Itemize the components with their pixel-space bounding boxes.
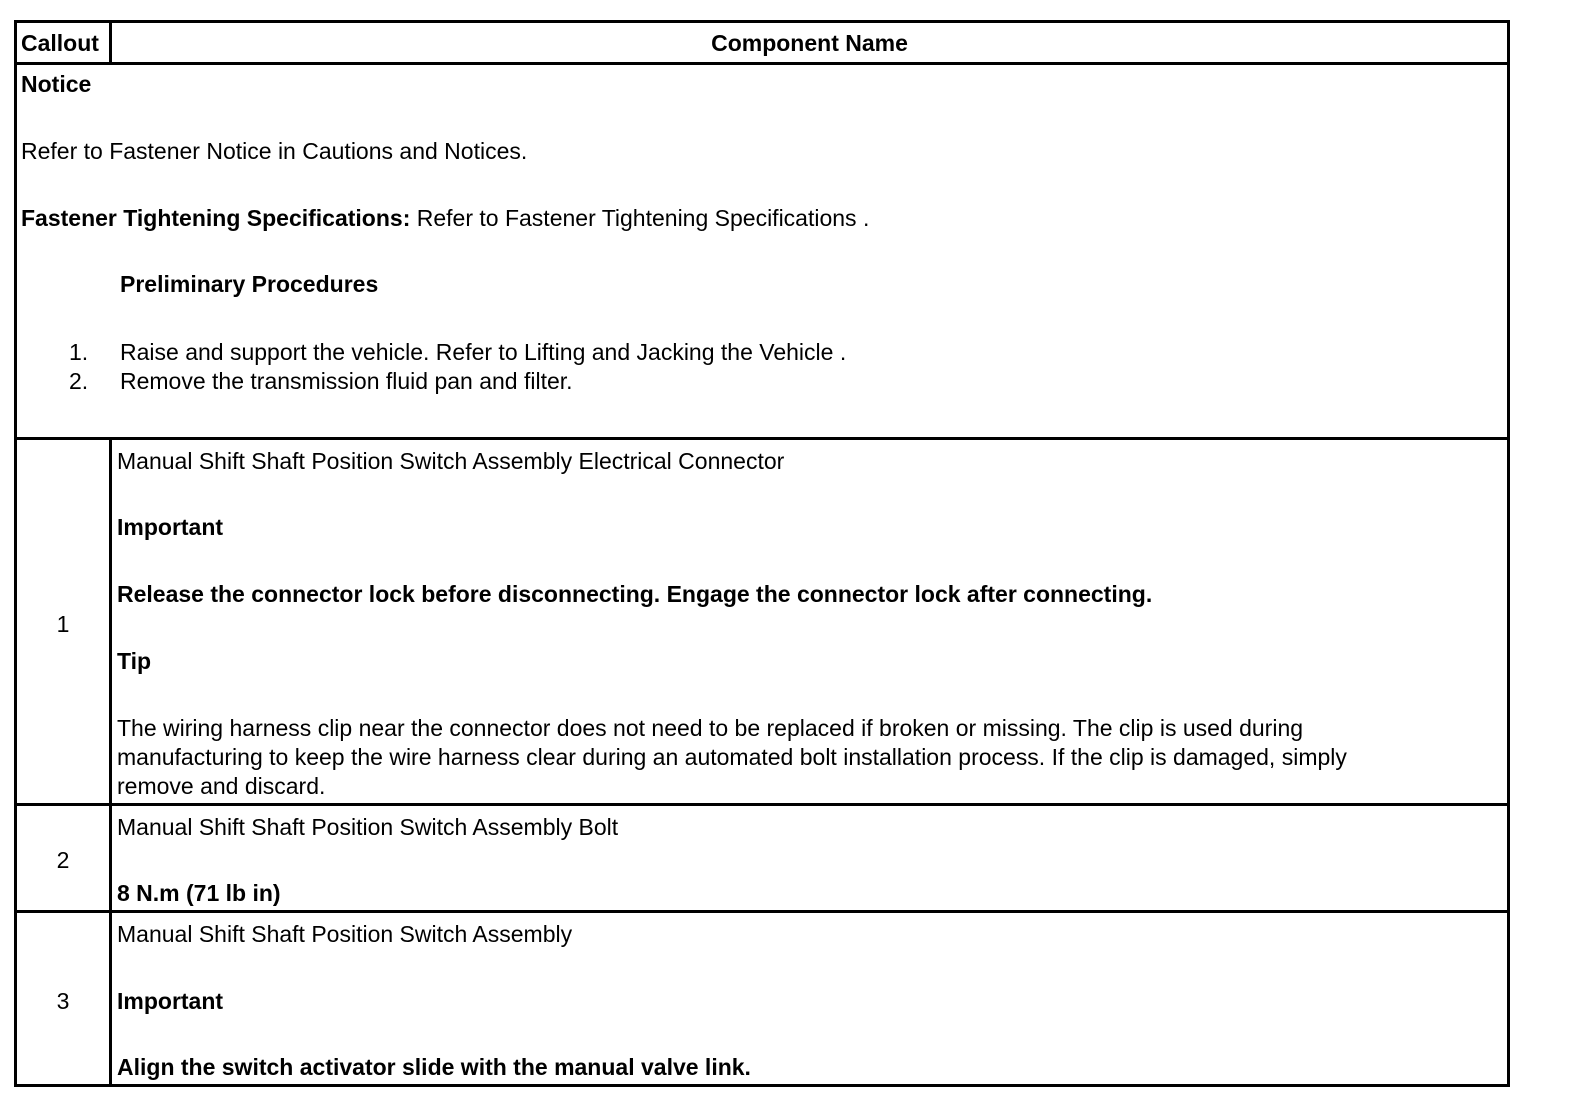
step-1-text: Raise and support the vehicle. Refer to Lifting and Jacking the Vehicle .	[120, 339, 847, 365]
row-3-name: Manual Shift Shaft Position Switch Assembly	[117, 921, 573, 947]
row-2-torque: 8 N.m (71 lb in)	[117, 880, 281, 906]
row-3-important-text: Align the switch activator slide with the manual valve link.	[117, 1054, 751, 1080]
row-1-tip-label: Tip	[117, 648, 152, 674]
row-1-important-text: Release the connector lock before disconnecting. Engage the connector lock after connecting.	[117, 581, 1153, 607]
row-2-name: Manual Shift Shaft Position Switch Assembly Bolt	[117, 814, 619, 840]
row-1-important-label: Important	[117, 514, 224, 540]
row-3-callout: 3	[56, 988, 70, 1014]
row-2-divider	[17, 910, 1507, 913]
header-component-name: Component Name	[711, 30, 908, 56]
row-2-callout: 2	[56, 847, 70, 873]
row-1-divider	[17, 803, 1507, 806]
notice-text: Refer to Fastener Notice in Cautions and Notices.	[21, 138, 528, 164]
step-2-text: Remove the transmission fluid pan and filter.	[120, 368, 573, 394]
step-2-number: 2.	[69, 368, 89, 394]
row-3-important-label: Important	[117, 988, 224, 1014]
fastener-spec-label: Fastener Tightening Specifications:	[21, 205, 411, 231]
row-1-name: Manual Shift Shaft Position Switch Assembly Electrical Connector	[117, 448, 785, 474]
row-1-callout: 1	[56, 611, 70, 637]
component-table	[14, 20, 1510, 1087]
fastener-spec	[21, 205, 869, 231]
row-1-tip-line-3: remove and discard.	[117, 773, 326, 799]
notice-title: Notice	[21, 71, 92, 97]
row-1-tip-line-2: manufacturing to keep the wire harness clear during an automated bolt installation process. If the clip is damaged, simply	[117, 744, 1347, 770]
column-divider-body	[109, 437, 112, 1084]
header-divider	[17, 62, 1507, 65]
notice-divider	[17, 437, 1507, 440]
step-1-number: 1.	[69, 339, 89, 365]
fastener-spec-text: Refer to Fastener Tightening Specifications .	[410, 205, 870, 231]
header-callout: Callout	[21, 30, 99, 56]
row-1-tip-line-1: The wiring harness clip near the connector does not need to be replaced if broken or missing. The clip is used during	[117, 715, 1304, 741]
preliminary-title: Preliminary Procedures	[120, 271, 379, 297]
